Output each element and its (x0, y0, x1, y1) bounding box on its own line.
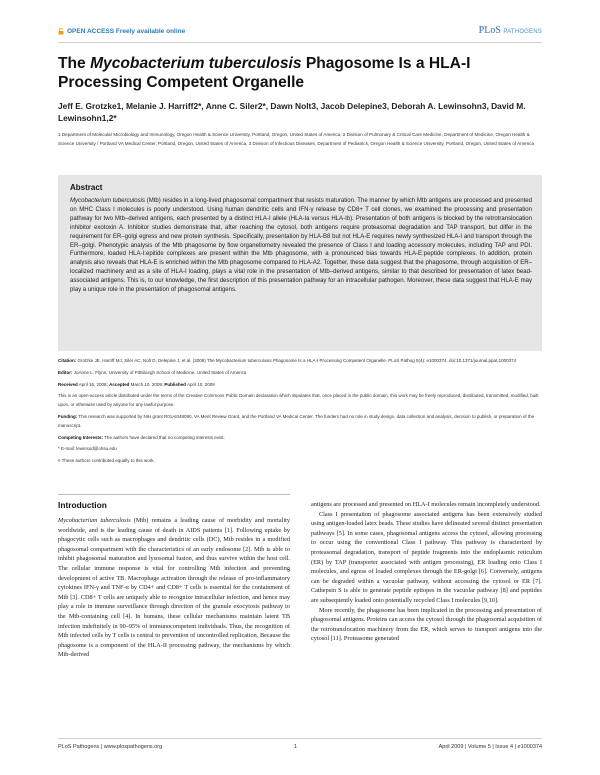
open-access-text: OPEN ACCESS Freely available online (67, 28, 186, 35)
footer-rule (58, 738, 542, 739)
intro-paragraph-3: Class I presentation of phagosome associated antigens has been extensively studied using antigen-loaded latex beads. These studies have delineated several distinct presentation pathways [5]. In some cases, phagosomal antigens access the cytosol, allowing processing to occur using the conventional Class I pathway. This pathway is characterized by proteasomal degradation, transport of peptide fragments into the endoplasmic reticulum (ER) by TAP (transporter associated with antigen processing), ER loading onto Class I molecules, and egress of loaded complexes through the ER-golgi [6]. Conversely, antigens can be degraded within a vacuolar pathway, without accessing the cytosol or ER [7]. Cathepsin S is able to generate peptide epitopes in the vacuolar pathway [8] and peptides are subsequently loaded onto potentially recycled Class I molecules [9,10]. (311, 510, 542, 604)
article-title: The Mycobacterium tuberculosis Phagosome Is a HLA-I Processing Competent Organelle (58, 55, 471, 91)
editor: Editor: JoAnne L. Flynn, University of Pittsburgh School of Medicine, United States of America (58, 369, 247, 375)
introduction-heading: Introduction (58, 500, 107, 510)
funding: Funding: This research was supported by NIH grant R01AI048090, VA Merit Review Grant, and the Portland VA Medical Center. The funders had no role in study design, data collection and analysis, decision to publish, or preparation of the manuscript. (58, 413, 535, 428)
abstract-box (58, 175, 542, 351)
citation: Citation: Grotzke JE, Harriff MJ, Siler AC, Nolt D, Delepine J, et al. (2009) The Mycobacterium tuberculosis Phagosome Is a HLA-I Processing Competent Organelle. PLoS Pathog 5(4): e1000374. doi:10.1371/journal.ppat.1000374 (58, 358, 517, 363)
article-metadata (58, 357, 542, 469)
footer-journal-url: PLoS Pathogens | www.plospathogens.org (58, 744, 163, 750)
journal-name: PLoS (478, 25, 501, 36)
journal-subname: PATHOGENS (503, 29, 542, 35)
intro-paragraph-4: More recently, the phagosome has been implicated in the processing and presentation of phagosomal antigens. Proteins can access the cytosol through the phagosomal acquisition of the retrotranslocation machinery from the ER, which serves to transport antigens into the cytosol [11]. Proteasome generated (311, 606, 542, 643)
footer-issue-info: April 2009 | Volume 5 | Issue 4 | e1000374 (438, 744, 542, 750)
page-number: 1 (294, 744, 298, 750)
intro-paragraph-1: Mycobacterium tuberculosis (Mtb) remains a leading cause of morbidity and mortality worldwide, and is the leading cause of death in AIDS patients [1]. Following uptake by phagocytic cells such as macrophages and dendritic cells (DC), Mtb resides in a modified phagosomal compartment with the characteristics of an early endosome [2]. Mtb is able to inhibit phagosomal maturation and lysosomal fusion, and thus survive within the host cell. The cellular immune response is vital for controlling Mtb infection and preventing development of active TB. Macrophage activation through the release of pro-inflammatory cytokines IFN-γ and TNF-α by CD4+ and CD8+ T cells is essential for the containment of Mtb [3]. CD8+ T cells are uniquely able to recognize intracellular infection, and hence may play a role in immune surveillance through direction of the granule exocytosis pathway to the Mtb-containing cell [4]. In humans, these cellular mechanisms maintain latent TB infection indefinitely in 90–95% of immunocompetent individuals. Thus, the recognition of Mtb infected cells by T cells is central to prevention of uncontrolled replication. Because the phagosome is a component of the HLA-II processing pathway, the mechanisms by which Mtb-derived (58, 517, 290, 659)
email: * E-mail: lewinsod@ohsu.edu (58, 446, 117, 452)
copyright: This is an open-access article distributed under the terms of the Creative Commons Public Domain declaration which stipulates that, once placed in the public domain, this work may be freely reproduced, distributed, transmitted, modified, built upon, or otherwise used by anyone for any lawful purpose. (58, 393, 539, 408)
right-column (311, 500, 542, 644)
competing-interests: Competing Interests: The authors have declared that no competing interests exist. (58, 434, 225, 440)
equal-contribution: ¤ These authors contributed equally to this work. (58, 458, 155, 464)
dates: Received April 16, 2008; Accepted March 10, 2009; Published April 10, 2009 (58, 381, 215, 387)
open-lock-icon (58, 28, 64, 35)
abstract-heading: Abstract (70, 183, 103, 192)
open-access-badge (58, 28, 185, 35)
left-column (58, 495, 290, 660)
author-list: Jeff E. Grotzke1, Melanie J. Harriff2*, Anne C. Siler2*, Dawn Nolt3, Jacob Delepine3, Deborah A. Lewinsohn3, David M. Lewinsohn1,2* (58, 101, 526, 123)
abstract-text: Mycobacterium tuberculosis (Mtb) resides in a long-lived phagosomal compartment that resists maturation. The manner by which Mtb antigens are processed and presented on MHC Class I molecules is poorly understood. Using human dendritic cells and IFN-γ release by CD8+ T cell clones, we examined the processing and presentation pathway for two Mtb–derived antigens, each presented by a distinct HLA-I allele (HLA-Ia versus HLA-Ib). Presentation of both antigens is blocked by the retrotranslocation inhibitor exotoxin A. Inhibitor studies demonstrate that, after reaching the cytosol, both antigens require proteasomal degradation and TAP transport, but differ in the requirement for ER–golgi egress and new protein synthesis. Specifically, presentation by HLA-B8 but not HLA-E requires newly synthesized HLA-I and transport through the ER–golgi. Phenotypic analysis of the Mtb phagosome by flow organellometry revealed the presence of Class I and loading accessory molecules, including TAP and PDI. Furthermore, loaded HLA-I:epitide complexes are present within the Mtb phagosome, with a pronounced bias towards HLA-E:peptide complexes. In addition, protein analysis also reveals that HLA-E is enriched within the Mtb phagosome compared to HLA-A2. Together, these data suggest that the phagosome, through acquisition of ER–localized machinery and as a site of HLA-I loading, plays a vital role in the presentation of Mtb–derived antigens, similar to that described for presentation of latex bead-associated antigens. This is, to our knowledge, the first description of this presentation pathway for an intracellular pathogen. Moreover, these data suggest that HLA-E may play a unique role in the presentation of phagosomal antigens. (70, 198, 532, 294)
header-rule (58, 42, 542, 43)
journal-header (58, 25, 542, 42)
page-footer (58, 744, 542, 754)
intro-paragraph-2: antigens are processed and presented on HLA-I molecules remain incompletely understood. (311, 501, 541, 508)
journal-logo (479, 25, 542, 36)
affiliations: 1 Department of Molecular Microbiology and Immunology, Oregon Health & Science University, Portland, Oregon, United States of America, 2 Division of Pulmonary & Critical Care Medicine, Department of Medicine, Oregon Health & Science University / Portland VA Medical Center, Portland, Oregon, United States of America, 3 Division of Infectious Diseases, Department of Pediatrics, Oregon Health & Science University, Portland, Oregon, United States of America (58, 132, 535, 146)
